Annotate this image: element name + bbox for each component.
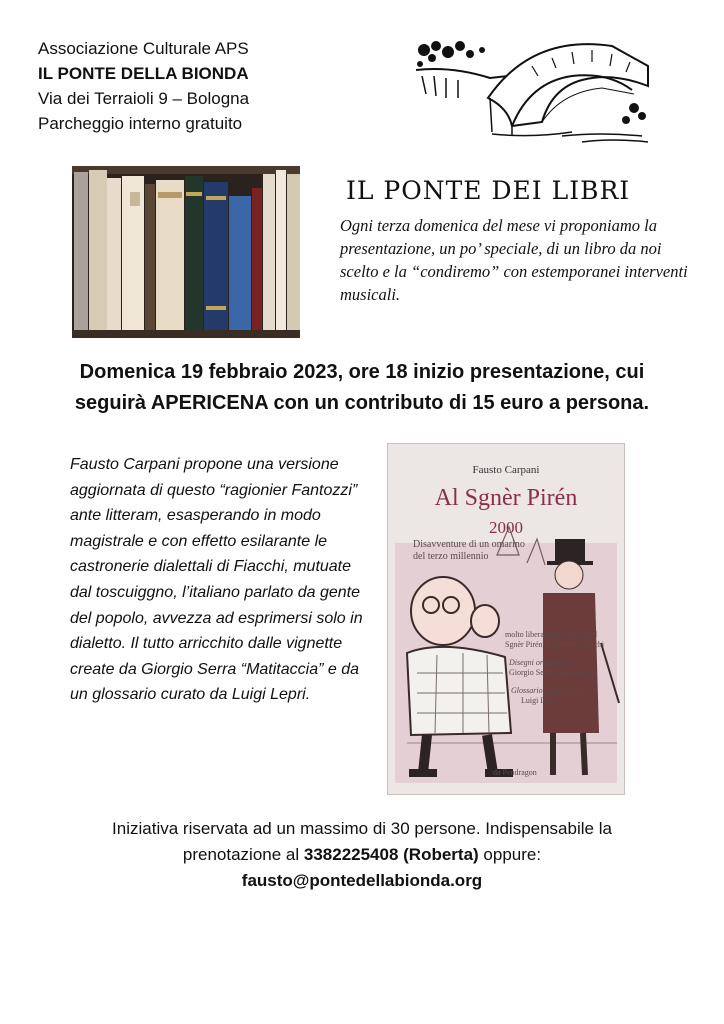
book-cover bbox=[387, 443, 625, 795]
event-line-1: Domenica 19 febbraio 2023, ore 18 inizio presentazione, cui bbox=[79, 361, 645, 383]
reservation-note: Iniziativa riservata ad un massimo di 30 persone. Indispensabile la bbox=[112, 819, 612, 838]
cover-author: Fausto Carpani bbox=[472, 464, 540, 476]
cover-subtitle-2: del terzo millennio bbox=[413, 551, 489, 562]
event-line-2: seguirà APERICENA con un contributo di 15 euro a persona. bbox=[74, 392, 650, 414]
cover-title: Al Sgnèr Pirén bbox=[434, 485, 578, 511]
cover-credit-4: Giorgio Serra (Matitaccia) bbox=[509, 668, 594, 677]
cover-credit-2: Sgnèr Pirén di Antonio Fiacchi bbox=[505, 640, 605, 649]
bridge-illustration bbox=[412, 36, 652, 146]
cover-credit-1: molto liberamente ispirato al bbox=[505, 630, 598, 639]
cover-publisher: da Pendragon bbox=[493, 768, 537, 777]
cover-credit-5: Glossario compilato da bbox=[511, 686, 587, 695]
section-title: IL PONTE DEI LIBRI bbox=[346, 176, 631, 205]
books-photo bbox=[72, 166, 300, 338]
cover-credit-6: Luigi Lepri bbox=[521, 696, 558, 705]
email-link[interactable]: fausto@pontedellabionda.org bbox=[241, 871, 483, 890]
book-description: Fausto Carpani propone una versione aggiornata di questo “ragionier Fantozzi” ante litteram, esasperando in modo magistrale e con effetto esilarante le castronerie dialettali di Fiacchi, mutuate dal toscuiggno, l’italiano parlato da gente del popolo, avvezza ad esprimersi solo in dialetto. Il tutto arricchito dalle vignette create da Giorgio Serra “Matitaccia” e da un glossario curato da Luigi Lepri. bbox=[70, 456, 363, 704]
booking-pre: prenotazione al bbox=[182, 845, 304, 864]
footer-block bbox=[40, 816, 684, 894]
association-name: IL PONTE DELLA BIONDA bbox=[38, 64, 249, 83]
address: Via dei Terraioli 9 – Bologna bbox=[38, 89, 250, 108]
booking-post: oppure: bbox=[478, 845, 542, 864]
cover-credit-3: Disegni originali di bbox=[509, 658, 573, 667]
parking-note: Parcheggio interno gratuito bbox=[38, 114, 243, 133]
intro-text: Ogni terza domenica del mese vi proponiamo la presentazione, un po’ speciale, di un libro da noi scelto e la “condiremo” con estemporanei interventi musicali. bbox=[340, 216, 688, 304]
cover-year: 2000 bbox=[489, 518, 523, 537]
booking-line bbox=[40, 842, 684, 868]
phone-number: 3382225408 (Roberta) bbox=[303, 845, 479, 864]
cover-subtitle-1: Disavventure di un omarino bbox=[413, 539, 525, 550]
association-type: Associazione Culturale APS bbox=[38, 39, 249, 58]
event-announcement bbox=[30, 357, 694, 419]
header-block bbox=[38, 36, 249, 136]
